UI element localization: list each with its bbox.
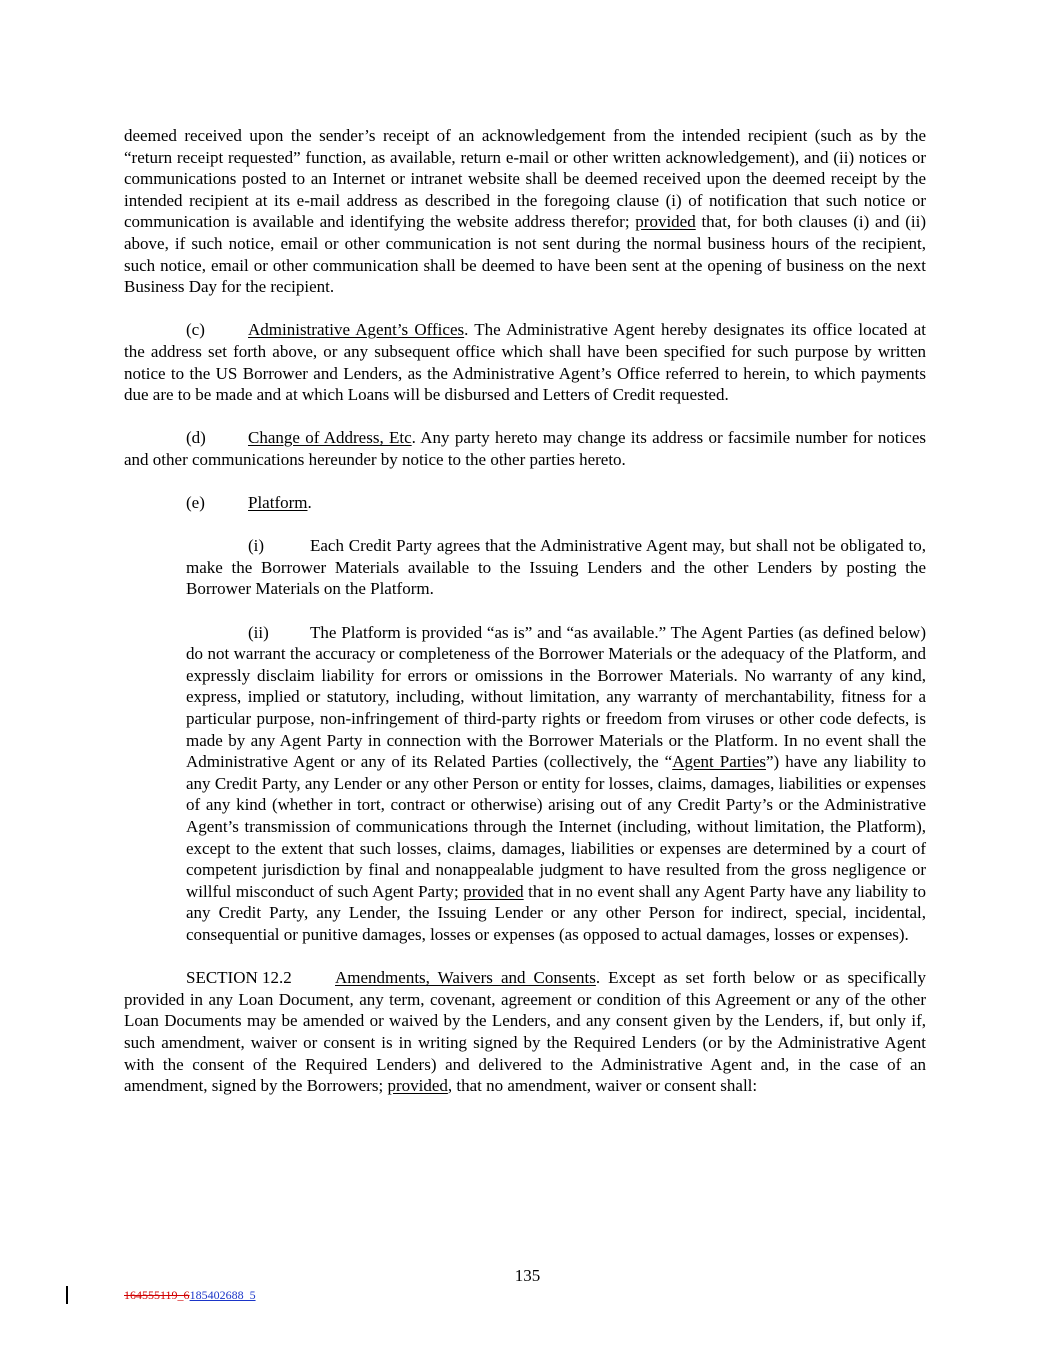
provided-term: provided	[635, 212, 696, 232]
document-body	[124, 125, 926, 1118]
change-bar	[66, 1286, 68, 1304]
section-e-ii-label: (ii)	[248, 622, 269, 642]
section-e-paragraph: (e) Platform.	[186, 493, 312, 513]
section-c-label: (c)	[186, 320, 205, 340]
agent-parties-term: Agent Parties	[672, 752, 767, 772]
deleted-document-id: 164555119_6	[124, 1288, 190, 1302]
section-d-label: (d)	[186, 428, 206, 448]
paragraph-notice-receipt: deemed received upon the sender’s receipt of an acknowledgement from the intended recipient (such as by the “return receipt requested” function, as available, return e-mail or other written acknowledgement), and (ii) notices or communications posted to an Internet or intranet website shall be deemed received upon the deemed receipt by the intended recipient at its e-mail address as described in the foregoing clause (i) of notification that such notice or communication is available and identifying the website address therefor; provided that, for both clauses (i) and (ii) above, if such notice, email or other communication is not sent during the normal business hours of the recipient, such notice, email or other communication shall be deemed to have been sent at the opening of business on the next Business Day for the recipient.	[124, 126, 926, 297]
section-12-2-heading: Amendments, Waivers and Consents	[335, 968, 596, 988]
inserted-document-id: 185402688_5	[189, 1288, 256, 1302]
provided-term: provided	[387, 1076, 448, 1096]
section-12-2-label: SECTION 12.2	[186, 968, 292, 988]
section-d-heading: Change of Address, Etc	[248, 428, 412, 448]
section-d-paragraph: (d) Change of Address, Etc. Any party hereto may change its address or facsimile number for notices and other communications hereunder by notice to the other parties hereto.	[124, 428, 926, 469]
document-id-footer	[124, 1288, 256, 1303]
section-c-heading: Administrative Agent’s Offices	[248, 320, 465, 340]
section-e-i-paragraph: (i) Each Credit Party agrees that the Administrative Agent may, but shall not be obligated to, make the Borrower Materials available to the Issuing Lenders and the other Lenders by posting the Borrower Materials on the Platform.	[186, 536, 926, 599]
section-e-label: (e)	[186, 493, 205, 513]
section-e-ii-paragraph: (ii) The Platform is provided “as is” and “as available.” The Agent Parties (as defined below) do not warrant the accuracy or completeness of the Borrower Materials or the adequacy of the Platform, and expressly disclaim liability for errors or omissions in the Borrower Materials. No warranty of any kind, express, implied or statutory, including, without limitation, any warranty of merchantability, fitness for a particular purpose, non-infringement of third-party rights or freedom from viruses or other code defects, is made by any Agent Party in connection with the Borrower Materials or the Platform. In no event shall the Administrative Agent or any of its Related Parties (collectively, the “Agent Parties”) have any liability to any Credit Party, any Lender or any other Person or entity for losses, claims, damages, liabilities or expenses of any kind (whether in tort, contract or otherwise) arising out of any Credit Party’s or the Administrative Agent’s transmission of communications through the Internet (including, without limitation, the Platform), except to the extent that such losses, claims, damages, liabilities or expenses are determined by a court of competent jurisdiction by final and nonappealable judgment to have resulted from the gross negligence or willful misconduct of such Agent Party; provided that in no event shall any Agent Party have any liability to any Credit Party, any Lender, the Issuing Lender or any other Person for indirect, special, incidental, consequential or punitive damages, losses or expenses (as opposed to actual damages, losses or expenses).	[186, 622, 927, 944]
section-12-2-paragraph: SECTION 12.2 Amendments, Waivers and Consents. Except as set forth below or as specifically provided in any Loan Document, any term, covenant, agreement or condition of this Agreement or any of the other Loan Documents may be amended or waived by the Lenders, and any consent given by the Lenders, if, but only if, such amendment, waiver or consent is in writing signed by the Required Lenders (or by the Administrative Agent with the consent of the Required Lenders) and delivered to the Administrative Agent and, in the case of an amendment, signed by the Borrowers; provided, that no amendment, waiver or consent shall:	[124, 968, 926, 1096]
section-e-i-label: (i)	[248, 536, 265, 556]
section-c-paragraph: (c) Administrative Agent’s Offices. The Administrative Agent hereby designates its office located at the address set forth above, or any subsequent office which shall have been specified for such purpose by written notice to the US Borrower and Lenders, as the Administrative Agent’s Office referred to herein, to which payments due are to be made and at which Loans will be disbursed and Letters of Credit requested.	[124, 320, 926, 405]
provided-term: provided	[463, 881, 524, 901]
page-number: 135	[514, 1266, 541, 1285]
section-e-heading: Platform	[248, 493, 308, 513]
